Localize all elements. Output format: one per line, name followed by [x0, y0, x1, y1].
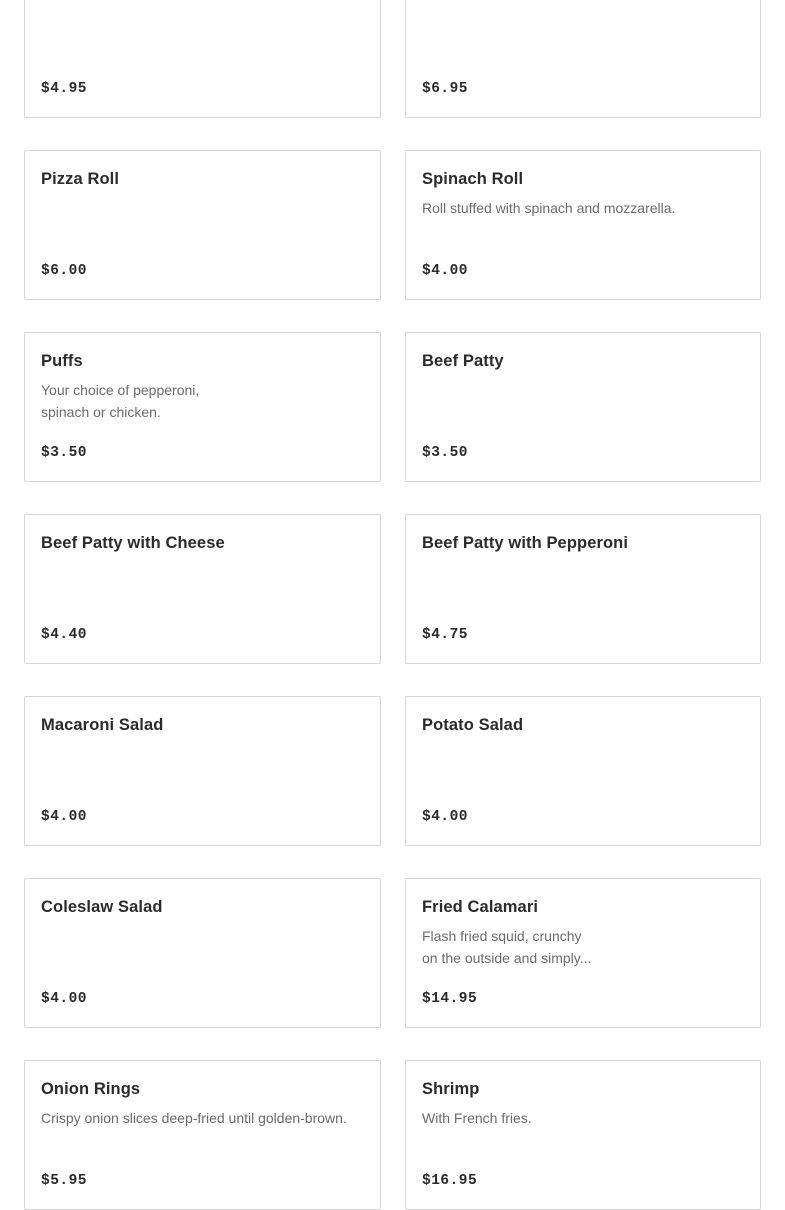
- menu-item-name: Beef Patty with Cheese: [41, 534, 225, 552]
- menu-item-description: Crispy onion slices deep-fried until golden-brown.: [41, 1110, 347, 1126]
- menu-item-price: $16.95: [422, 1173, 478, 1189]
- menu-item-card[interactable]: [405, 332, 761, 482]
- menu-item-price: $4.75: [422, 627, 469, 643]
- menu-item-card[interactable]: [405, 696, 761, 846]
- menu-item-price: $6.95: [422, 81, 469, 97]
- menu-item-price: $4.00: [41, 991, 88, 1007]
- menu-item-name: Spinach Roll: [422, 170, 524, 188]
- menu-item-card[interactable]: [405, 878, 761, 1028]
- menu-item-description: Flash fried squid, crunchy on the outside and simply...: [422, 928, 592, 966]
- menu-item-card[interactable]: [24, 0, 381, 118]
- menu-item-card[interactable]: [24, 150, 381, 300]
- menu-item-card[interactable]: [24, 696, 381, 846]
- menu-item-name: Potato Salad: [422, 716, 524, 734]
- menu-item-card[interactable]: [24, 514, 381, 664]
- menu-item-name: Puffs: [41, 352, 83, 370]
- menu-item-price: $3.50: [41, 445, 88, 461]
- menu-item-description: With French fries.: [422, 1110, 532, 1126]
- menu-item-card[interactable]: [405, 514, 761, 664]
- menu-item-price: $4.00: [422, 809, 469, 825]
- menu-item-card[interactable]: [24, 332, 381, 482]
- menu-item-name: Macaroni Salad: [41, 716, 164, 734]
- menu-item-name: Coleslaw Salad: [41, 898, 163, 916]
- menu-item-card[interactable]: [24, 1060, 381, 1210]
- menu-item-name: Fried Calamari: [422, 898, 539, 916]
- menu-item-card[interactable]: [405, 150, 761, 300]
- menu-item-name: Onion Rings: [41, 1080, 141, 1098]
- menu-item-price: $4.00: [41, 809, 88, 825]
- menu-item-price: $4.00: [422, 263, 469, 279]
- menu-item-name: Beef Patty: [422, 352, 504, 370]
- menu-item-price: $4.40: [41, 627, 88, 643]
- menu-item-price: $5.95: [41, 1173, 88, 1189]
- menu-item-name: Beef Patty with Pepperoni: [422, 534, 629, 552]
- menu-item-grid: [24, 0, 761, 1210]
- menu-item-card[interactable]: [405, 0, 761, 118]
- menu-item-name: Shrimp: [422, 1080, 480, 1098]
- menu-item-price: $4.95: [41, 81, 88, 97]
- menu-item-card[interactable]: [405, 1060, 761, 1210]
- menu-item-description: Your choice of pepperoni, spinach or chicken.: [41, 382, 200, 420]
- menu-item-name: Pizza Roll: [41, 170, 120, 188]
- menu-item-price: $14.95: [422, 991, 478, 1007]
- menu-item-card[interactable]: [24, 878, 381, 1028]
- menu-item-description: Roll stuffed with spinach and mozzarella.: [422, 200, 676, 216]
- menu-item-price: $3.50: [422, 445, 469, 461]
- menu-item-price: $6.00: [41, 263, 88, 279]
